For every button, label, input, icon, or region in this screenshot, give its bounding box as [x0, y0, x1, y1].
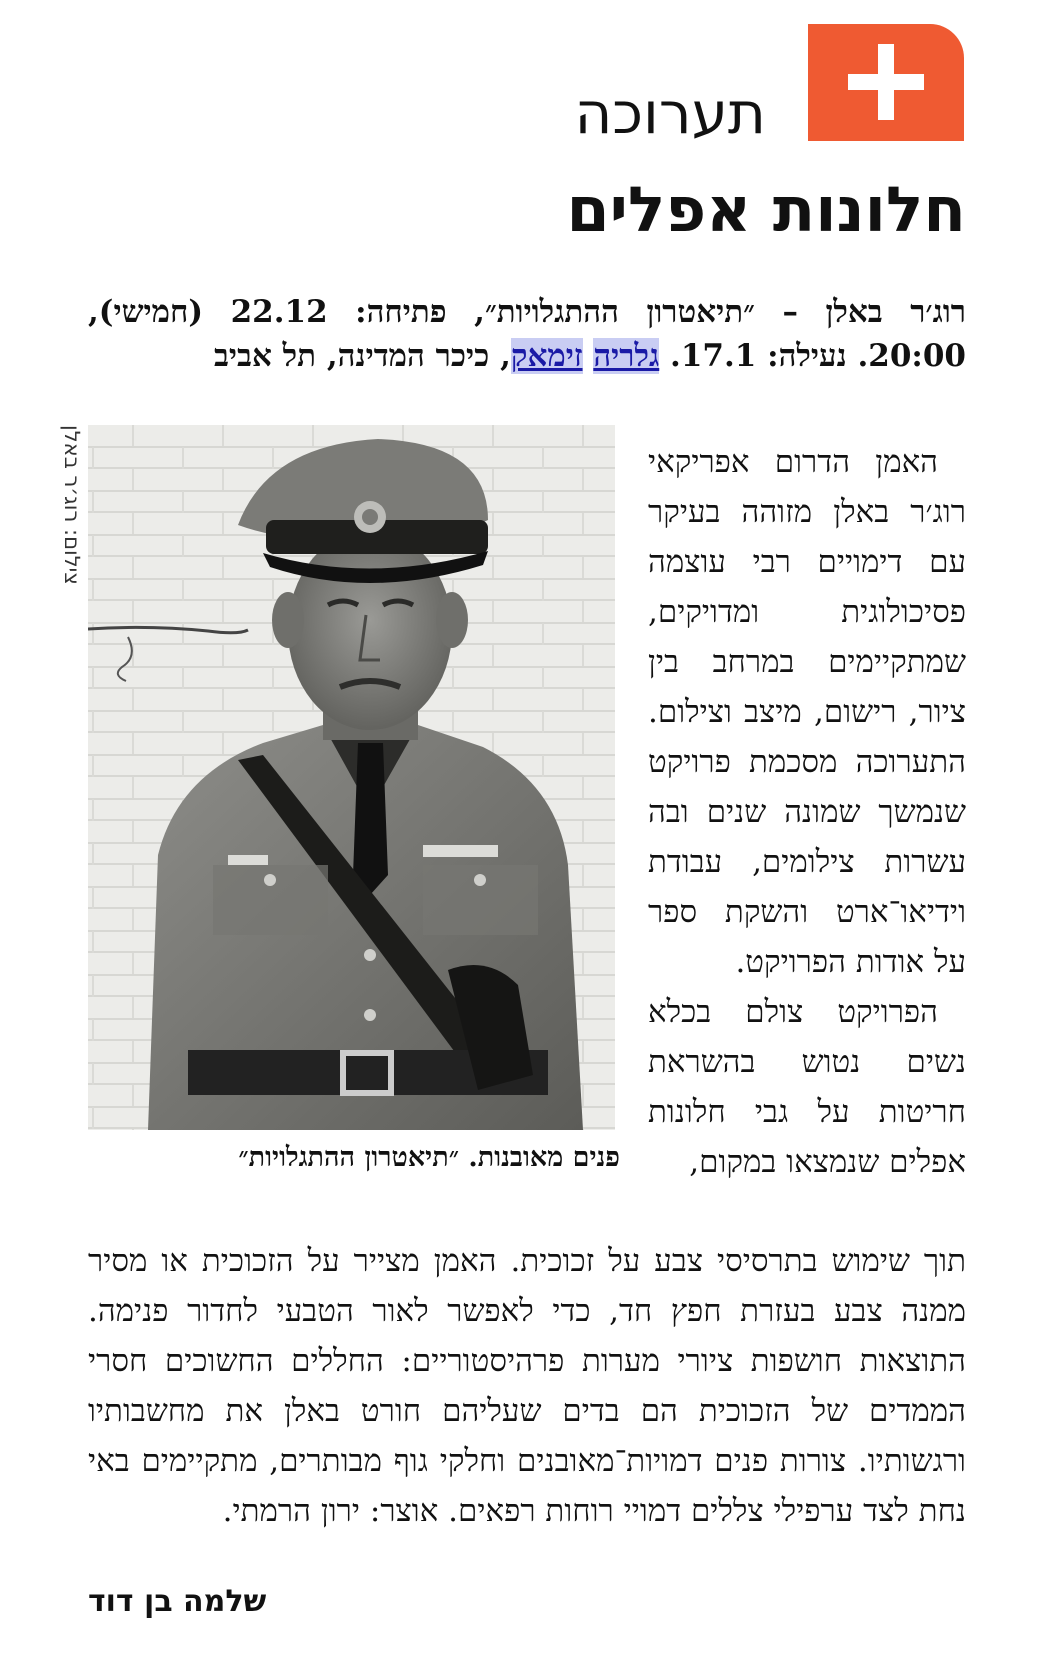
author-byline: שלמה בן דוד: [88, 1584, 267, 1619]
plus-icon: [808, 24, 964, 141]
event-info: [88, 290, 966, 378]
article-paragraph: האמן הדרום אפריקאי רוג׳ר באלן מזוהה בעיקר עם דימויים רבי עוצמה פסיכולוגית ומדויקים, שמתקיימים במרחב בין ציור, רישום, מיצב וצילום. התערוכה מסכמת פרויקט שנמשך שמונה שנים ובה עשרות צילומים, עבודת וידיאו־ארט והשקת ספר על אודות הפרויקט.: [648, 444, 966, 980]
page-title: חלונות אפלים: [566, 173, 966, 246]
officer-portrait-image: [88, 425, 615, 1130]
article-body-continued: תוך שימוש בתרסיסי צבע על זכוכית. האמן מצייר על הזכוכית או מסיר ממנה צבע בעזרת חפץ חד, כדי לאפשר לאור הטבעי לחדור פנימה. התוצאות חושפות ציורי מערות פרהיסטוריים: החללים החשוכים חסרי הממדים של הזכוכית הם בדים שעליהם חורט באלן את מחשבותיו ורגשותיו. צורות פנים דמויות־מאובנים וחלקי גוף מבותרים, מתקיימים באי נחת לצד ערפילי צללים דמויי רוחות רפאים. אוצר: ירון הרמתי.: [88, 1243, 966, 1529]
section-label: תערוכה: [574, 79, 766, 147]
plus-logo: [808, 24, 964, 141]
article-body-column: [648, 437, 966, 1187]
gallery-name-link[interactable]: זימאק: [510, 338, 583, 374]
event-details: רוג׳ר באלן – ״תיאטרון ההתגלויות״, פתיחה: 22.12 (חמישי), 20:00. נעילה: 17.1.: [88, 294, 966, 374]
gallery-link[interactable]: גלריה: [593, 338, 660, 374]
article-photo: [88, 425, 615, 1130]
article-paragraph: הפרויקט צולם בכלא נשים נטוש בהשראת חריטות על גבי חלונות אפלים שנמצאו במקום,: [648, 994, 966, 1180]
event-location: , כיכר המדינה, תל אביב: [213, 338, 511, 374]
photo-credit: צילום: רוג׳ר באלן: [60, 425, 84, 585]
photo-caption: פנים מאובנות. ״תיאטרון ההתגלויות״: [238, 1142, 620, 1173]
